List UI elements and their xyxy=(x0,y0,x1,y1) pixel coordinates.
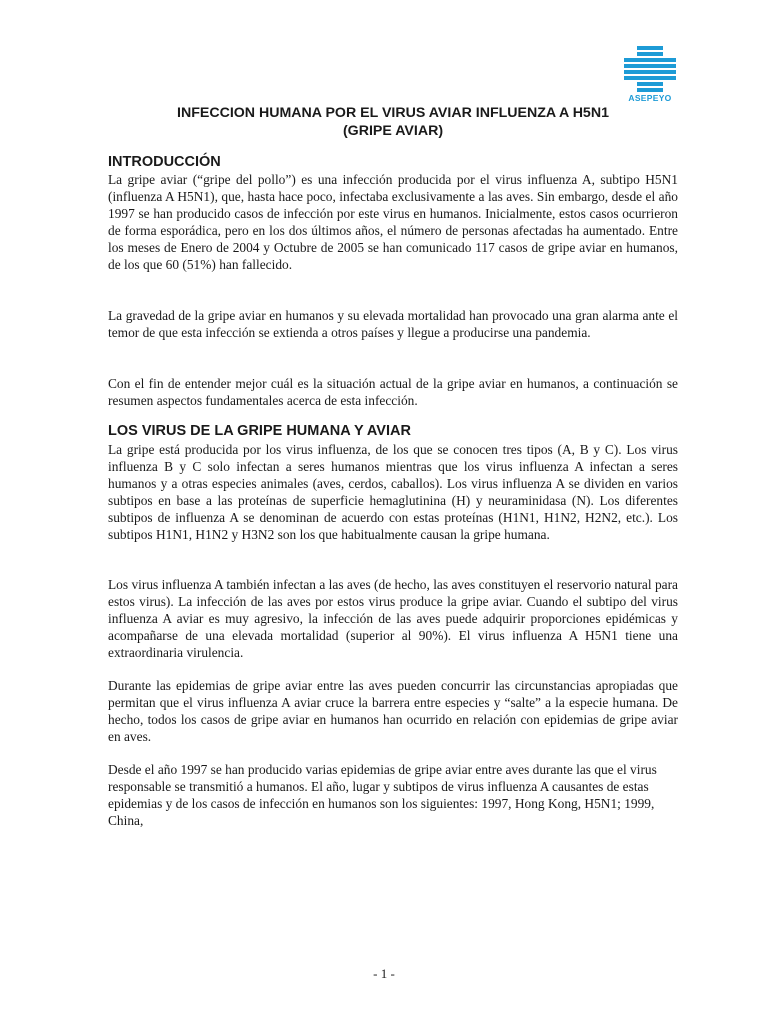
section-heading-introduccion: INTRODUCCIÓN xyxy=(108,154,221,170)
paragraph: Los virus influenza A también infectan a las aves (de hecho, las aves constituyen el reservorio natural para estos virus). La infección de las aves por estos virus produce la gripe aviar. Cuando el subtipo del virus influenza A aviar es muy agresivo, la infección de las aves puede adquirir proporciones epidémicas y acompañarse de una elevada mortalidad (superior al 90%). El virus influenza A H5N1 tiene una extraordinaria virulencia. xyxy=(108,577,678,660)
page-number: - 1 - xyxy=(373,966,395,981)
paragraph: Durante las epidemias de gripe aviar entre las aves pueden concurrir las circunstancias apropiadas que permitan que el virus influenza A aviar cruce la barrera entre especies y “salte” a la especie humana. De hecho, todos los casos de gripe aviar en humanos han ocurrido en relación con epidemias de gripe aviar en aves. xyxy=(108,678,678,744)
logo-wordmark: ASEPEYO xyxy=(628,93,672,103)
asepeyo-cross-icon xyxy=(624,46,676,92)
paragraph: La gripe aviar (“gripe del pollo”) es una infección producida por el virus influenza A, subtipo H5N1 (influenza A H5N1), que, hasta hace poco, infectaba exclusivamente a las aves. Sin embargo, desde el año 1997 se han producido casos de infección por este virus en humanos. Inicialmente, estos casos ocurrieron de forma esporádica, pero en los dos últimos años, el número de personas afectadas ha aumentado. Entre los meses de Enero de 2004 y Octubre de 2005 se han comunicado 117 casos de gripe aviar en humanos, de los que 60 (51%) han fallecido. xyxy=(108,172,678,272)
asepeyo-logo xyxy=(624,46,676,103)
paragraph: Con el fin de entender mejor cuál es la situación actual de la gripe aviar en humanos, a continuación se resumen aspectos fundamentales acerca de esta infección. xyxy=(108,376,678,408)
title-line-1: INFECCION HUMANA POR EL VIRUS AVIAR INFLUENZA A H5N1 xyxy=(177,105,609,121)
paragraph: Desde el año 1997 se han producido varias epidemias de gripe aviar entre aves durante las que el virus responsable se transmitió a humanos. El año, lugar y subtipos de virus influenza A causantes de estas epidemias y de los casos de infección en humanos son los siguientes: 1997, Hong Kong, H5N1; 1999, China, xyxy=(108,762,657,828)
paragraph: La gravedad de la gripe aviar en humanos y su elevada mortalidad han provocado una gran alarma ante el temor de que esta infección se extienda a otros países y llegue a producirse una pandemia. xyxy=(108,308,678,340)
document-title xyxy=(108,104,678,140)
title-line-2: (GRIPE AVIAR) xyxy=(342,123,444,139)
paragraph: La gripe está producida por los virus influenza, de los que se conocen tres tipos (A, B y C). Los virus influenza B y C solo infectan a seres humanos mientras que los virus influenza A infectan a seres humanos y a otras especies animales (aves, cerdos, caballos). Los virus influenza A se dividen en varios subtipos en base a las proteínas de superficie hemaglutinina (H) y neuraminidasa (N). Los diferentes subtipos de influenza A se denominan de acuerdo con estas proteínas (H1N1, H1N2, H2N2, etc.). Los subtipos H1N1, H1N2 y H3N2 son los que habitualmente causan la gripe humana. xyxy=(108,442,678,542)
section-heading-virus: LOS VIRUS DE LA GRIPE HUMANA Y AVIAR xyxy=(108,423,411,439)
